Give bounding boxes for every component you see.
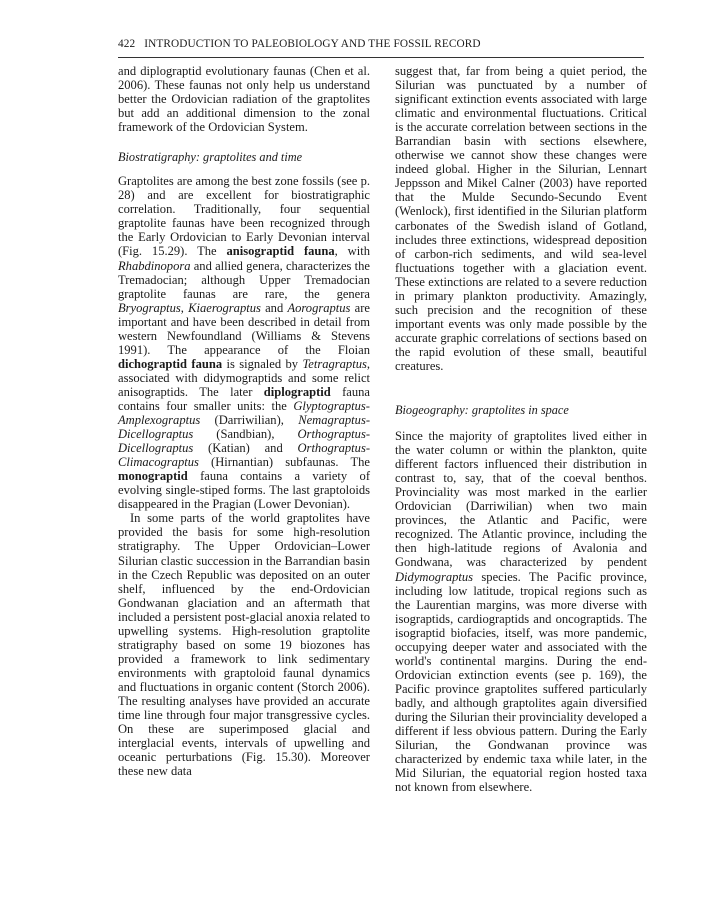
left-column [118, 64, 370, 778]
section-heading-biostratigraphy: Biostratigraphy: graptolites and time [118, 150, 303, 165]
section-heading-biogeography: Biogeography: graptolites in space [395, 403, 569, 418]
paragraph: suggest that, far from being a quiet period, the Silurian was punctuated by a number of significant extinction events associated with large climatic and environmental fluctuations. Critical is the accurate correlation between sections in the Barrandian basin with sections elsewhere, otherwise we cannot show these changes were indeed global. Higher in the Silurian, Lennart Jeppsson and Mikel Calner (2003) have reported that the Mulde Secundo-Secundo Event (Wenlock), first identified in the Silurian platform carbonates of the Swedish island of Gotland, includes three extinctions, widespread deposition of carbon-rich sediments, and wild sea-level fluctuations together with a glaciation event. These extinctions are related to a severe reduction in primary plankton productivity. Amazingly, such precision and the recognition of these important events was only made possible by the accurate graphic correlations of sections based on the rapid evolution of these small, beautiful creatures. [395, 64, 647, 373]
paragraph: Since the majority of graptolites lived either in the water column or within the plankton, quite different factors influenced their distribution in contrast to, say, that of the coeval benthos. Provinciality was most marked in the earlier Ordovician (Darriwilian) when two main provinces, the Atlantic and Pacific, were recognized. The Atlantic province, including the then high-latitude regions of Avalonia and Gondwana, was characterized by pendent Didymograptus species. The Pacific province, including low latitude, tropical regions such as the Laurentian margins, was more diverse with isograptids, cardiograptids and oncograptids. The isograptid biofacies, itself, was more pandemic, occupying deeper water and associated with the world's continental margins. During the end-Ordovician extinction events (see p. 169), the Pacific province graptolites suffered particularly badly, and although graptolites again diversified during the Silurian their provinciality developed a different if less obvious pattern. During the Early Silurian, the Gondwanan province was characterized by endemic taxa while later, in the Mid Silurian, the equatorial region hosted taxa not known from elsewhere. [395, 429, 647, 795]
paragraph: and diplograptid evolutionary faunas (Chen et al. 2006). These faunas not only help us understand better the Ordovician radiation of the graptolites but add an additional dimension to the zonal framework of the Ordovician System. [118, 64, 370, 135]
paragraph: In some parts of the world graptolites have provided the basis for some high-resolution stratigraphy. The Upper Ordovician–Lower Silurian clastic succession in the Barrandian basin in the Czech Republic was deposited on an outer shelf, influenced by the end-Ordovician Gondwanan glaciation and an aftermath that included a persistent post-glacial anoxia related to upwelling systems. High-resolution graptolite stratigraphy based on some 19 biozones has provided a framework to link sedimentary environments with graptoloid faunal dynamics and fluctuations in organic content (Storch 2006). The resulting analyses have provided an accurate time line through four major transgressive cycles. On these are superimposed glacial and interglacial events, intervals of upwelling and oceanic perturbations (Fig. 15.30). Moreover these new data [118, 511, 370, 779]
running-header [118, 38, 644, 58]
running-title: INTRODUCTION TO PALEOBIOLOGY AND THE FOSSIL RECORD [144, 38, 481, 50]
page-number: 422 [118, 38, 136, 50]
paragraph: Graptolites are among the best zone fossils (see p. 28) and are excellent for biostratigraphic correlation. Traditionally, four sequential graptolite faunas have been recognized through the Early Ordovician to Early Devonian interval (Fig. 15.29). The anisograptid fauna, with Rhabdinopora and allied genera, characterizes the Tremadocian; although Upper Tremadocian graptolite faunas are rare, the genera Bryograptus, Kiaerograptus and Aorograptus are important and have been described in detail from western Newfoundland (Williams & Stevens 1991). The appearance of the Floian dichograptid fauna is signaled by Tetragraptus, associated with didymograptids and some relict anisograptids. The later diplograptid fauna contains four smaller units: the Glyptograptus-Amplexograptus (Darriwilian), Nemagraptus-Dicellograptus (Sandbian), Orthograptus-Dicellograptus (Katian) and Orthograptus-Climacograptus (Hirnantian) subfaunas. The monograptid fauna contains a variety of evolving single-stiped forms. The last graptoloids disappeared in the Pragian (Lower Devonian). [118, 174, 370, 512]
right-column [395, 64, 647, 794]
